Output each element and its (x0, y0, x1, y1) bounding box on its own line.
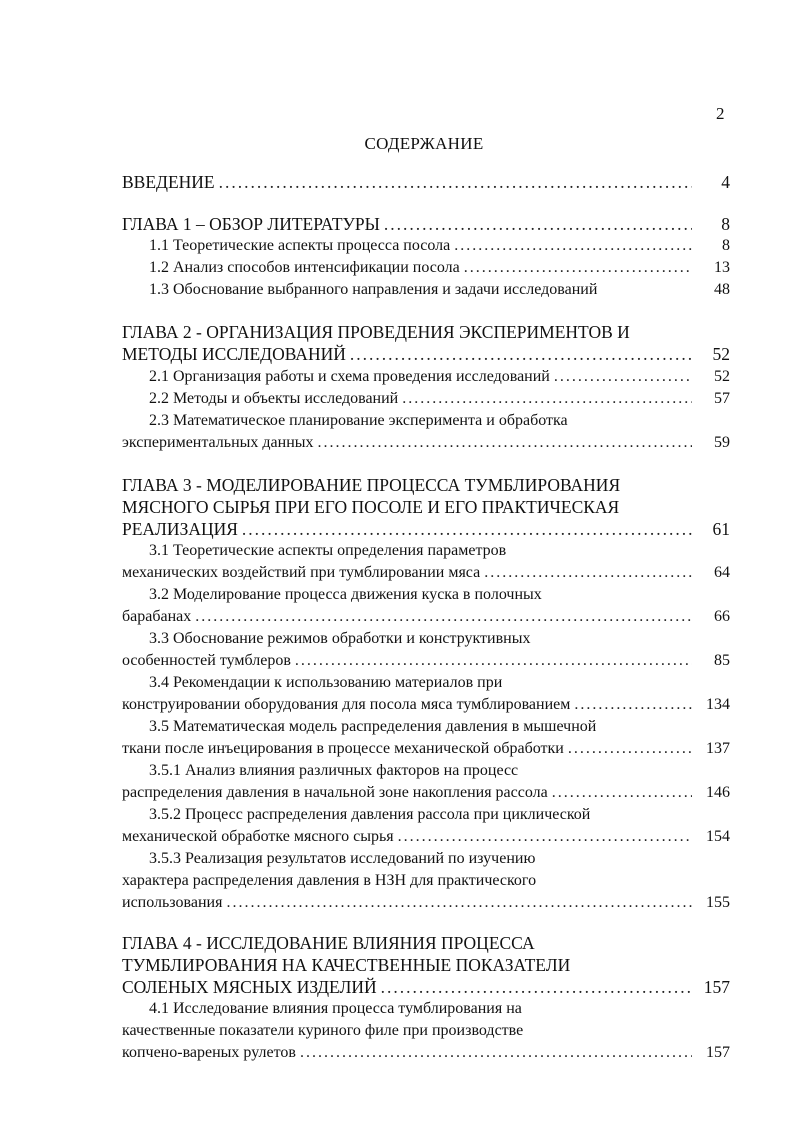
toc-entry-page: 85 (714, 652, 730, 669)
toc-entry-section-3-4[interactable] (149, 672, 678, 694)
toc-entry-section-3-3[interactable] (149, 628, 678, 650)
toc-leader-dots (554, 366, 692, 388)
toc-entry-chapter-4[interactable] (122, 932, 678, 954)
toc-entry-text: использования (122, 894, 223, 911)
toc-leader-dots (318, 432, 693, 454)
toc-entry-page: 57 (714, 390, 730, 407)
toc-entry-page: 52 (712, 344, 730, 364)
toc-entry-text: ГЛАВА 2 - ОРГАНИЗАЦИЯ ПРОВЕДЕНИЯ ЭКСПЕРИМЕНТОВ И (122, 322, 630, 342)
toc-entry-page: 4 (721, 172, 730, 192)
toc-entry-text: конструировании оборудования для посола мяса тумблированием (122, 696, 571, 713)
toc-leader-dots (454, 235, 692, 257)
toc-entry-text: 3.3 Обоснование режимов обработки и конструктивных (149, 630, 531, 647)
toc-entry-text: 3.1 Теоретические аспекты определения параметров (149, 542, 507, 559)
toc-entry-text: ВВЕДЕНИЕ (122, 172, 215, 192)
toc-entry-page: 146 (706, 784, 730, 801)
toc-entry-section-2-2[interactable] (149, 388, 730, 410)
toc-leader-dots (242, 518, 692, 540)
toc-leader-dots (398, 826, 692, 848)
toc-entry-section-3-3-cont[interactable] (122, 650, 730, 672)
toc-entry-text: ГЛАВА 1 – ОБЗОР ЛИТЕРАТУРЫ (122, 214, 380, 234)
toc-entry-page: 155 (706, 894, 730, 911)
toc-entry-text: экспериментальных данных (122, 434, 314, 451)
toc-entry-page: 59 (714, 434, 730, 451)
toc-entry-chapter-4-line-2[interactable] (122, 954, 678, 976)
toc-entry-section-3-2-cont[interactable] (122, 606, 730, 628)
page-title: СОДЕРЖАНИЕ (364, 134, 484, 153)
toc-entry-chapter-2-cont[interactable] (122, 343, 730, 365)
toc-entry-text: 1.1 Теоретические аспекты процесса посола (149, 237, 451, 254)
toc-entry-section-3-5-2-cont[interactable] (122, 826, 730, 848)
toc-leader-dots (568, 738, 692, 760)
toc-leader-dots (464, 257, 692, 279)
toc-entry-section-3-5[interactable] (149, 716, 678, 738)
toc-entry-section-3-1-cont[interactable] (122, 562, 730, 584)
toc-entry-text: ГЛАВА 3 - МОДЕЛИРОВАНИЕ ПРОЦЕССА ТУМБЛИРОВАНИЯ (122, 475, 621, 495)
toc-entry-section-3-5-1-cont[interactable] (122, 782, 730, 804)
toc-leader-dots (226, 892, 692, 914)
toc-entry-text: РЕАЛИЗАЦИЯ (122, 519, 238, 539)
toc-entry-chapter-4-line-3[interactable] (122, 976, 730, 998)
toc-entry-page: 154 (706, 828, 730, 845)
toc-entry-text: 1.2 Анализ способов интенсификации посола (149, 259, 460, 276)
toc-entry-section-4-1-line-3[interactable] (122, 1042, 730, 1064)
toc-leader-dots (195, 606, 692, 628)
toc-entry-text: ГЛАВА 4 - ИССЛЕДОВАНИЕ ВЛИЯНИЯ ПРОЦЕССА (122, 933, 535, 953)
toc-leader-dots (300, 1042, 692, 1064)
toc-entry-text: 1.3 Обоснование выбранного направления и задачи исследований (149, 281, 598, 298)
toc-entry-page: 157 (706, 1044, 730, 1061)
toc-entry-section-3-5-cont[interactable] (122, 738, 730, 760)
toc-entry-page: 64 (714, 564, 730, 581)
toc-entry-page: 8 (721, 214, 730, 234)
toc-entry-text: 3.5.1 Анализ влияния различных факторов на процесс (149, 762, 519, 779)
toc-entry-section-1-1[interactable] (149, 235, 730, 257)
toc-entry-text: 2.3 Математическое планирование эксперимента и обработка (149, 412, 568, 429)
toc-entry-text: МЯСНОГО СЫРЬЯ ПРИ ЕГО ПОСОЛЕ И ЕГО ПРАКТИЧЕСКАЯ (122, 497, 620, 517)
toc-entry-section-3-4-cont[interactable] (122, 694, 730, 716)
toc-leader-dots (384, 213, 692, 235)
toc-entry-text: ТУМБЛИРОВАНИЯ НА КАЧЕСТВЕННЫЕ ПОКАЗАТЕЛИ (122, 955, 571, 975)
toc-entry-section-3-2[interactable] (149, 584, 678, 606)
toc-entry-text: распределения давления в начальной зоне накопления рассола (122, 784, 548, 801)
toc-entry-text: СОЛЕНЫХ МЯСНЫХ ИЗДЕЛИЙ (122, 977, 377, 997)
toc-entry-text: 3.4 Рекомендации к использованию материалов при (149, 674, 503, 691)
toc-entry-text: 3.2 Моделирование процесса движения куска в полочных (149, 586, 542, 603)
toc-leader-dots (350, 343, 692, 365)
toc-entry-page: 13 (714, 259, 730, 276)
toc-entry-section-4-1-line-2[interactable] (122, 1020, 678, 1042)
toc-entry-text: копчено-вареных рулетов (122, 1044, 296, 1061)
toc-entry-section-2-3[interactable] (149, 410, 678, 432)
toc-entry-text: ткани после инъецирования в процессе механической обработки (122, 740, 564, 757)
toc-leader-dots (219, 171, 692, 193)
toc-leader-dots (484, 562, 692, 584)
toc-entry-text: барабанах (122, 608, 192, 625)
toc-entry-page: 48 (714, 281, 730, 298)
toc-entry-introduction[interactable] (122, 171, 730, 193)
toc-leader-dots (574, 694, 692, 716)
toc-entry-section-1-3[interactable] (149, 279, 730, 301)
toc-entry-text: 2.2 Методы и объекты исследований (149, 390, 399, 407)
toc-entry-section-2-3-cont[interactable] (122, 432, 730, 454)
toc-entry-chapter-2[interactable] (122, 321, 678, 343)
toc-leader-dots (295, 650, 692, 672)
toc-entry-text: характера распределения давления в НЗН для практического (122, 872, 537, 889)
toc-entry-page: 66 (714, 608, 730, 625)
toc-entry-section-1-2[interactable] (149, 257, 730, 279)
toc-entry-text: 3.5 Математическая модель распределения давления в мышечной (149, 718, 597, 735)
toc-entry-text: 3.5.2 Процесс распределения давления рассола при циклической (149, 806, 591, 823)
toc-entry-section-3-5-1[interactable] (149, 760, 678, 782)
toc-entry-text: механических воздействий при тумблировании мяса (122, 564, 481, 581)
toc-entry-section-3-5-3-line-3[interactable] (122, 892, 730, 914)
toc-entry-page: 134 (706, 696, 730, 713)
toc-entry-section-3-5-2[interactable] (149, 804, 678, 826)
toc-entry-chapter-1[interactable] (122, 213, 730, 235)
toc-entry-page: 61 (712, 519, 730, 539)
toc-entry-text: МЕТОДЫ ИССЛЕДОВАНИЙ (122, 344, 346, 364)
toc-entry-text: 3.5.3 Реализация результатов исследований по изучению (149, 850, 536, 867)
page-number: 2 (716, 104, 725, 123)
toc-leader-dots (381, 976, 692, 998)
toc-entry-chapter-3-line-3[interactable] (122, 518, 730, 540)
toc-entry-page: 137 (706, 740, 730, 757)
toc-entry-text: 2.1 Организация работы и схема проведения исследований (149, 368, 550, 385)
toc-entry-chapter-3-line-2[interactable] (122, 496, 678, 518)
toc-entry-chapter-3[interactable] (122, 474, 678, 496)
toc-entry-text: 4.1 Исследование влияния процесса тумблирования на (149, 1000, 522, 1017)
toc-entry-section-3-1[interactable] (149, 540, 678, 562)
toc-entry-text: особенностей тумблеров (122, 652, 291, 669)
toc-entry-page: 157 (703, 977, 730, 997)
toc-entry-section-4-1[interactable] (149, 998, 678, 1020)
toc-leader-dots (402, 388, 692, 410)
toc-entry-section-2-1[interactable] (149, 366, 730, 388)
toc-entry-section-3-5-3-line-2[interactable] (122, 870, 678, 892)
toc-entry-text: качественные показатели куриного филе при производстве (122, 1022, 524, 1039)
toc-entry-text: механической обработке мясного сырья (122, 828, 394, 845)
toc-leader-dots (552, 782, 692, 804)
toc-entry-page: 8 (722, 237, 730, 254)
toc-entry-page: 52 (714, 368, 730, 385)
toc-entry-section-3-5-3[interactable] (149, 848, 678, 870)
